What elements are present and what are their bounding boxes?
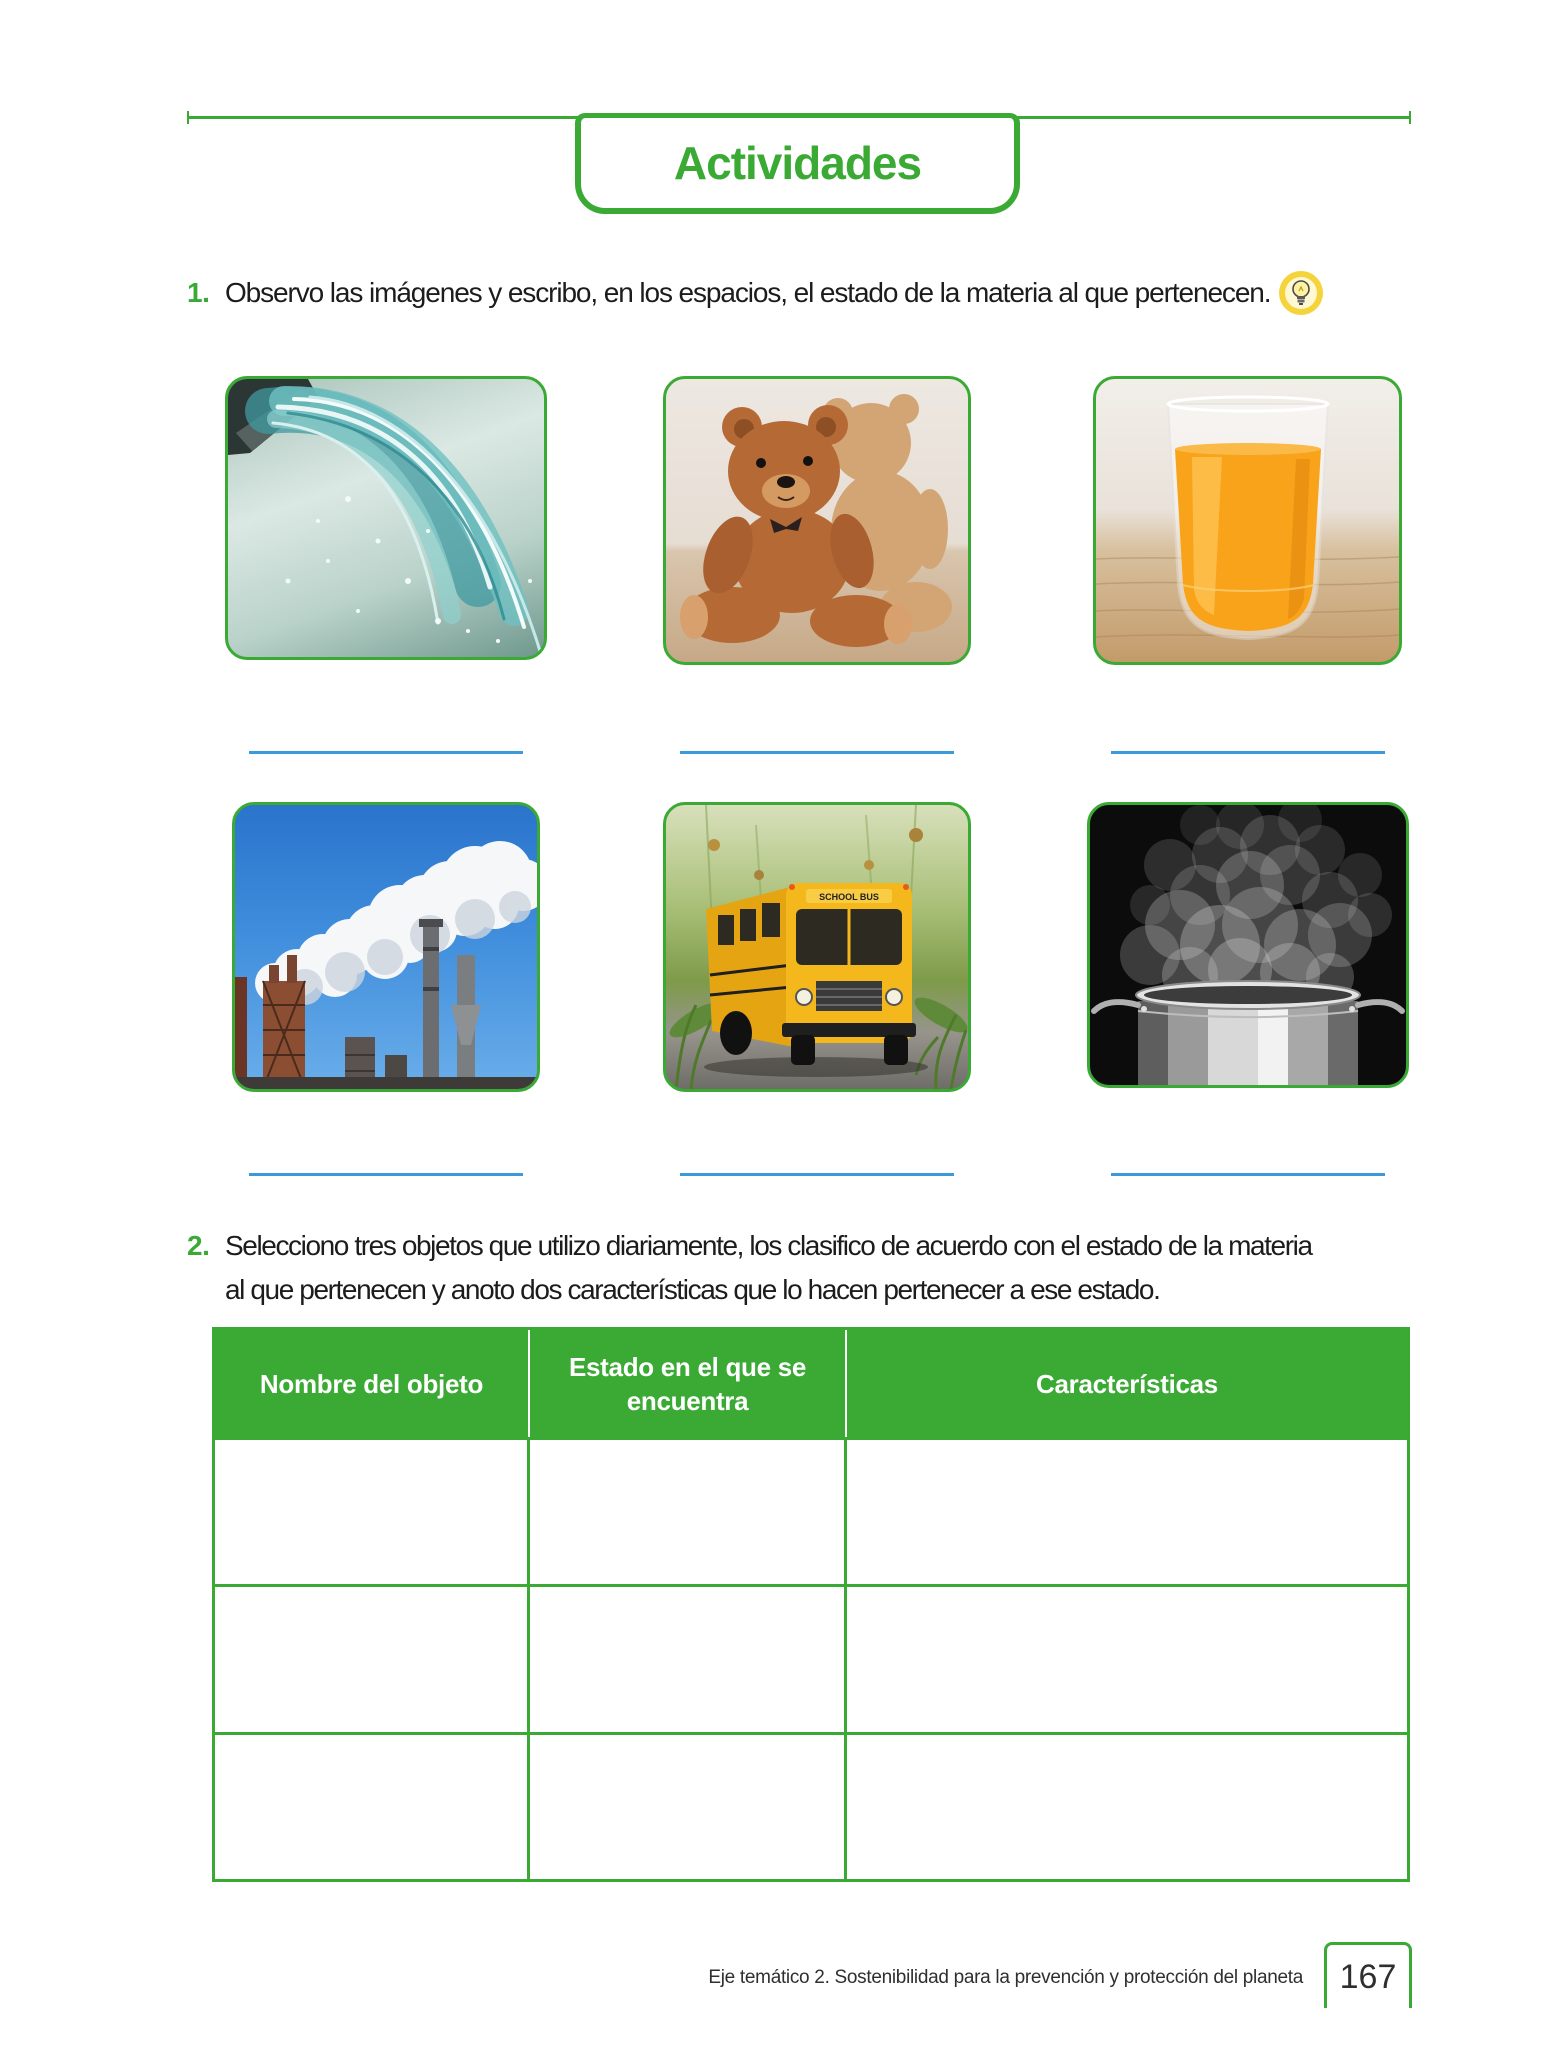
toy-bus: [704, 883, 928, 1077]
cell-object-name: [215, 1735, 530, 1879]
cooking-pot: [1094, 981, 1402, 1085]
cell-state: [530, 1735, 847, 1879]
header-state: Estado en el que se encuentra: [530, 1330, 847, 1437]
juice-glass: [1168, 397, 1328, 639]
page-number-box: [1324, 1942, 1412, 2008]
cell-characteristics: [847, 1735, 1407, 1879]
photo-teddy-bears: [663, 376, 971, 665]
lightbulb-icon: [1278, 270, 1324, 316]
photo-water-stream: [225, 376, 547, 660]
section-title: Actividades: [673, 137, 922, 189]
activity-2-number: 2.: [187, 1230, 210, 1261]
water-jet: [268, 397, 540, 651]
photo-factory-smoke: [232, 802, 540, 1092]
activity-1-instruction: Observo las imágenes y escribo, en los espacios, el estado de la materia al que pertenecen.: [225, 277, 1271, 308]
answer-blank-3: [1111, 751, 1385, 754]
bus-sign-text: SCHOOL BUS: [819, 892, 879, 902]
page-number: 167: [1339, 1957, 1397, 1996]
answer-blank-1: [249, 751, 523, 754]
table-row: [215, 1732, 1407, 1879]
header-rule-left-tick: [187, 111, 189, 124]
answer-blank-5: [680, 1173, 954, 1176]
cell-object-name: [215, 1587, 530, 1731]
teddy-bears-illustration: [666, 379, 968, 662]
answer-blank-2: [680, 751, 954, 754]
cell-characteristics: [847, 1587, 1407, 1731]
water-stream-illustration: [228, 379, 544, 657]
cell-characteristics: [847, 1440, 1407, 1584]
header-rule-right-tick: [1409, 111, 1411, 124]
activity-2-instruction-line-2: al que pertenecen y anoto dos características que lo hacen pertenecer a ese estado.: [225, 1274, 1160, 1305]
photo-steaming-pot: [1087, 802, 1409, 1088]
table-row: [215, 1584, 1407, 1731]
cell-state: [530, 1440, 847, 1584]
table-header-row: [215, 1330, 1407, 1437]
photo-orange-juice: [1093, 376, 1402, 665]
toy-school-bus-illustration: [666, 805, 968, 1089]
rusty-structure: [235, 955, 305, 1089]
answer-blank-6: [1111, 1173, 1385, 1176]
steam: [1120, 805, 1392, 1003]
answer-blank-4: [249, 1173, 523, 1176]
table-row: [215, 1437, 1407, 1584]
activity-1-number: 1.: [187, 277, 210, 308]
activity-2-instruction-line-1: Selecciono tres objetos que utilizo diariamente, los clasifico de acuerdo con el estado de la materia: [225, 1230, 1312, 1261]
cell-object-name: [215, 1440, 530, 1584]
cell-state: [530, 1587, 847, 1731]
section-tab: [575, 113, 1020, 214]
activity-1-instruction-row: [225, 273, 1324, 313]
footer-axis-text: Eje temático 2. Sostenibilidad para la prevención y protección del planeta: [708, 1967, 1303, 1988]
steaming-pot-illustration: [1090, 805, 1406, 1085]
orange-juice-illustration: [1096, 379, 1399, 662]
header-characteristics: Características: [1036, 1368, 1218, 1399]
classification-table: [212, 1327, 1410, 1882]
header-object-name: Nombre del objeto: [215, 1330, 530, 1437]
photo-toy-school-bus: [663, 802, 971, 1092]
factory-smoke-illustration: [235, 805, 537, 1089]
